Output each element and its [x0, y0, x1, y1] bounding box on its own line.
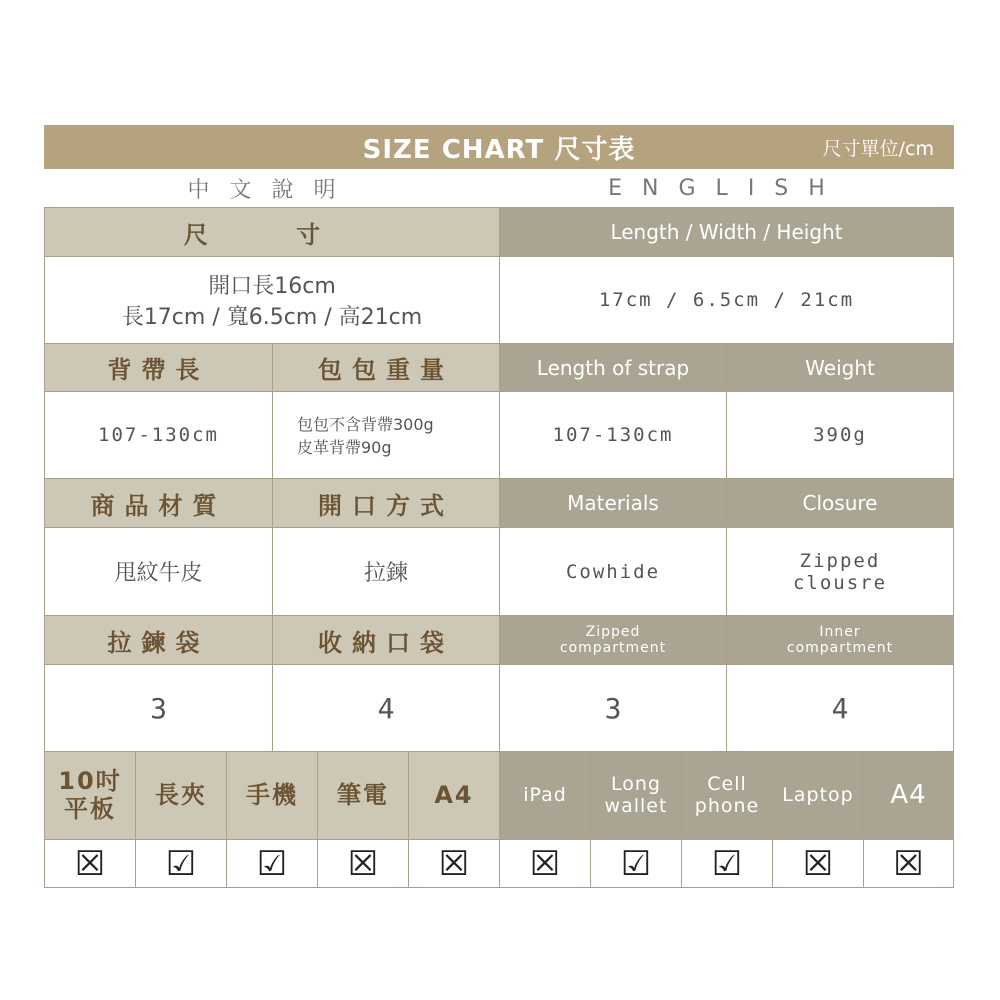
inner-pocket-en-label-line1: Inner: [819, 624, 861, 640]
size-cn-label: 尺 寸: [45, 208, 500, 257]
crossed-box-icon: ☒: [802, 843, 834, 884]
capacity-item-label-line1: Cell: [707, 772, 747, 795]
capacity-item-label-line1: 10吋: [58, 766, 122, 795]
capacity-item-label-line1: A4: [890, 779, 927, 810]
size-cn-value-line1: 開口長16cm: [208, 274, 336, 299]
chinese-section-label: 中文說明: [187, 177, 356, 203]
capacity-item-label-line1: Long: [611, 772, 661, 795]
crossed-box-icon: ☒: [893, 843, 924, 884]
inner-pocket-cn-value: 4: [273, 665, 500, 752]
capacity-item-label: [409, 752, 500, 840]
material-en-value: Cowhide: [500, 528, 727, 616]
capacity-item-check: [864, 840, 954, 888]
unit-label: 尺寸單位/cm: [822, 137, 934, 160]
material-cn-value: 甩紋牛皮: [45, 528, 273, 616]
checked-box-icon: ☑: [711, 843, 743, 884]
inner-pocket-en-value: 4: [727, 665, 954, 752]
capacity-item-label-line2: wallet: [604, 794, 668, 817]
zip-pocket-cn-label: 拉鍊袋: [45, 616, 273, 665]
weight-cn-value-line2: 皮革背帶90g: [297, 438, 392, 457]
size-en-value: 17cm / 6.5cm / 21cm: [500, 257, 954, 344]
capacity-item-check: [45, 840, 136, 888]
capacity-item-label-line1: 長夾: [155, 780, 207, 809]
closure-en-value-line2: clousre: [792, 571, 888, 594]
capacity-item-label: [591, 752, 682, 840]
capacity-item-label: [318, 752, 409, 840]
zip-pocket-en-value: 3: [500, 665, 727, 752]
capacity-item-label-line1: iPad: [523, 783, 567, 806]
capacity-item-label-line2: phone: [694, 794, 760, 817]
closure-cn-label: 開口方式: [273, 479, 500, 528]
zip-pocket-en-label-line2: compartment: [559, 640, 667, 656]
capacity-item-label-line1: A4: [434, 780, 474, 809]
capacity-item-check: [682, 840, 773, 888]
capacity-item-label-line1: 筆電: [337, 780, 389, 809]
capacity-item-label-line2: 平板: [64, 794, 116, 823]
closure-en-label: Closure: [727, 479, 954, 528]
capacity-item-check: [409, 840, 500, 888]
strap-en-value: 107-130cm: [500, 392, 727, 479]
capacity-item-check: [318, 840, 409, 888]
zip-pocket-cn-value: 3: [45, 665, 273, 752]
size-chart-header: [44, 125, 954, 169]
capacity-item-label: [45, 752, 136, 840]
capacity-item-check: [136, 840, 227, 888]
checked-box-icon: ☑: [256, 843, 288, 884]
strap-en-label: Length of strap: [500, 344, 727, 392]
closure-en-value: [727, 528, 954, 616]
inner-pocket-cn-label: 收納口袋: [273, 616, 500, 665]
crossed-box-icon: ☒: [529, 843, 561, 884]
size-chart-title: SIZE CHART 尺寸表: [362, 134, 636, 165]
strap-cn-label: 背帶長: [45, 344, 273, 392]
capacity-item-check: [591, 840, 682, 888]
checked-box-icon: ☑: [620, 843, 652, 884]
english-section-label: ENGLISH: [608, 175, 845, 201]
closure-en-value-line1: Zipped: [799, 549, 881, 572]
capacity-item-label-line1: Laptop: [782, 783, 854, 806]
size-cn-value-line2: 長17cm / 寬6.5cm / 高21cm: [121, 305, 423, 330]
checked-box-icon: ☑: [165, 843, 197, 884]
capacity-item-label: [227, 752, 318, 840]
capacity-item-label-line1: 手機: [246, 780, 298, 809]
crossed-box-icon: ☒: [438, 843, 470, 884]
size-table: [44, 207, 954, 888]
size-en-label: Length / Width / Height: [500, 208, 954, 257]
crossed-box-icon: ☒: [347, 843, 379, 884]
capacity-item-label: [682, 752, 773, 840]
zip-pocket-en-label: [500, 616, 727, 665]
weight-cn-label: 包包重量: [273, 344, 500, 392]
capacity-item-label: [864, 752, 954, 840]
material-en-label: Materials: [500, 479, 727, 528]
crossed-box-icon: ☒: [74, 843, 106, 884]
capacity-item-check: [227, 840, 318, 888]
weight-cn-value: [273, 392, 500, 479]
weight-en-label: Weight: [727, 344, 954, 392]
zip-pocket-en-label-line1: Zipped: [585, 624, 641, 640]
inner-pocket-en-label: [727, 616, 954, 665]
weight-en-value: 390g: [727, 392, 954, 479]
capacity-item-check: [773, 840, 864, 888]
capacity-item-check: [500, 840, 591, 888]
strap-cn-value: 107-130cm: [45, 392, 273, 479]
capacity-item-label: [500, 752, 591, 840]
closure-cn-value: 拉鍊: [273, 528, 500, 616]
capacity-item-label: [773, 752, 864, 840]
size-cn-value: [45, 257, 500, 344]
inner-pocket-en-label-line2: compartment: [786, 640, 894, 656]
capacity-item-label: [136, 752, 227, 840]
material-cn-label: 商品材質: [45, 479, 273, 528]
weight-cn-value-line1: 包包不含背帶300g: [297, 415, 434, 434]
